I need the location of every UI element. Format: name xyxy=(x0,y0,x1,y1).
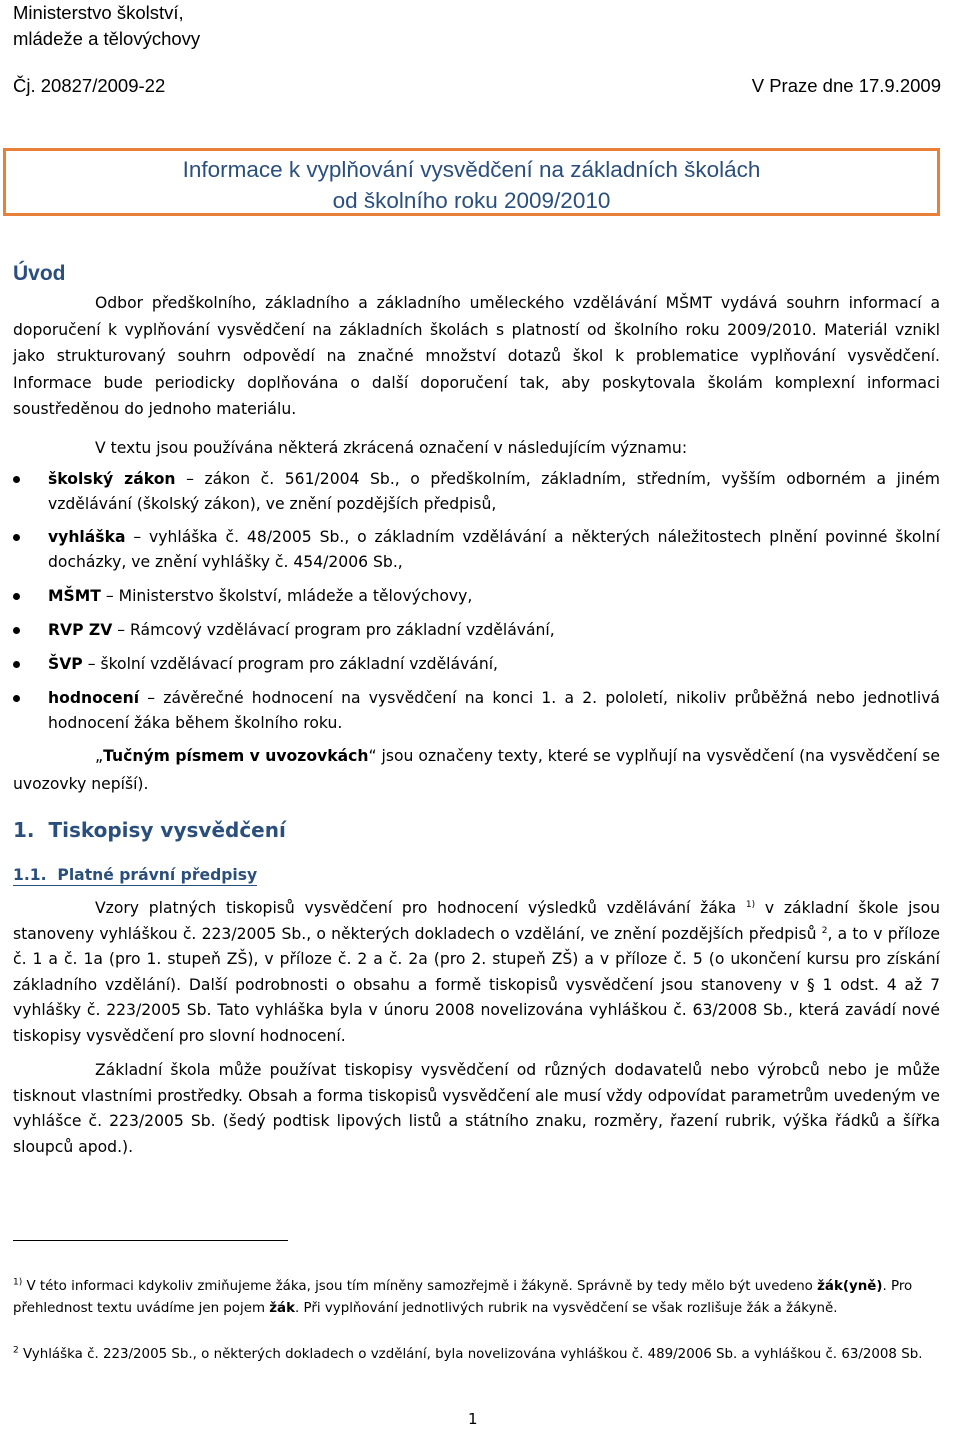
list-item: ŠVP – školní vzdělávací program pro základní vzdělávání, xyxy=(13,652,940,677)
footnote-marker: 1) xyxy=(13,1277,23,1288)
definition-rest: Ministerstvo školství, mládeže a tělovýchovy, xyxy=(118,587,473,605)
section-heading: 1. Tiskopisy vysvědčení xyxy=(13,818,286,842)
quote-note xyxy=(13,742,940,798)
term: školský zákon xyxy=(48,470,176,488)
abbreviations-list xyxy=(13,467,940,736)
footnote-text: Vyhláška č. 223/2005 Sb., o některých dokladech o vzdělání, byla novelizována vyhláškou č. 489/2006 Sb. a vyhláškou č. 63/2008 Sb. xyxy=(18,1347,923,1362)
definition-rest: , o předškolním, základním, středním, vyšším odborném a jiném vzdělávání (školský zákon), ve znění pozdějších předpisů, xyxy=(48,470,940,513)
abbreviations-intro: V textu jsou používána některá zkrácená označení v následujícím významu: xyxy=(95,439,688,457)
footnote-bold: žák(yně) xyxy=(817,1279,883,1294)
definition-rest: Rámcový vzdělávací program pro základní vzdělávání, xyxy=(130,621,555,639)
footnote-ref-1: 1) xyxy=(745,899,756,910)
footnote-divider xyxy=(13,1240,288,1241)
term: ŠVP xyxy=(48,655,83,673)
term: RVP ZV xyxy=(48,621,113,639)
definition-rest: , o základním vzdělávání a některých náležitostech plnění povinné školní docházky, ve znění vyhlášky č. 454/2006 Sb., xyxy=(48,528,940,571)
definition-rest: školní vzdělávací program pro základní vzdělávání, xyxy=(100,655,499,673)
reference-number: Čj. 20827/2009-22 xyxy=(13,75,166,96)
section-paragraph-1 xyxy=(13,896,940,1049)
footnote-2 xyxy=(13,1344,940,1366)
footnote-ref-2: 2 xyxy=(821,925,828,936)
quote-close: “ xyxy=(368,747,377,765)
document-date: V Praze dne 17.9.2009 xyxy=(751,75,941,96)
intro-paragraph: Odbor předškolního, základního a základního uměleckého vzdělávání MŠMT vydává souhrn informací a doporučení k vyplňování vysvědčení na základních školách s platností od školního roku 2009/2010. Materiál vznikl jako strukturovaný souhrn odpovědí na značné množství dotazů škol k problematice vyplňování vysvědčení. Informace bude periodicky doplňována o další doporučení tak, aby poskytovala školám komplexní informaci soustředěnou do jednoho materiálu. xyxy=(13,294,940,418)
quote-rest: jsou označeny texty, které se vyplňují na vysvědčení (na vysvědčení se uvozovky nepíší). xyxy=(13,747,940,793)
ministry-line-1: Ministerstvo školství, xyxy=(13,2,184,23)
list-item: RVP ZV – Rámcový vzdělávací program pro základní vzdělávání, xyxy=(13,618,940,643)
quote-bold: Tučným písmem v uvozovkách xyxy=(103,747,369,765)
ministry-name xyxy=(13,0,200,52)
title-line-2: od školního roku 2009/2010 xyxy=(332,188,611,213)
p2-part-a: Vzory platných tiskopisů vysvědčení pro hodnocení výsledků vzdělávání žáka xyxy=(95,899,746,917)
term: MŠMT xyxy=(48,587,101,605)
footnote-text: V této informaci kdykoliv zmiňujeme žáka, jsou tím míněny samozřejmě i žákyně. Správně by tedy mělo být uvedeno xyxy=(22,1279,818,1294)
title-box xyxy=(3,148,940,216)
subsection-heading: 1.1. Platné právní předpisy xyxy=(13,866,258,884)
term: hodnocení xyxy=(48,689,140,707)
definition-ref: zákon č. 561/2004 Sb. xyxy=(204,470,395,488)
quote-open: „ xyxy=(95,747,104,765)
list-item: vyhláška – vyhláška č. 48/2005 Sb., o základním vzdělávání a některých náležitostech plnění povinné školní docházky, ve znění vyhlášky č. 454/2006 Sb., xyxy=(13,525,940,575)
list-item: MŠMT – Ministerstvo školství, mládeže a tělovýchovy, xyxy=(13,584,940,609)
page-number: 1 xyxy=(468,1410,478,1428)
section-paragraph-2: Základní škola může používat tiskopisy vysvědčení od různých dodavatelů nebo výrobců nebo je může tisknout vlastními prostředky. Obsah a forma tiskopisů vysvědčení ale musí vždy odpovídat parametrům uvedeným ve vyhlášce č. 223/2005 Sb. (šedý podtisk lipových listů a státního znaku, rozměry, řazení rubrik, výška řádků a šířka sloupců apod.). xyxy=(13,1061,940,1156)
footnote-marker: 2 xyxy=(13,1345,19,1356)
list-item: školský zákon – zákon č. 561/2004 Sb., o předškolním, základním, středním, vyšším odborném a jiném vzdělávání (školský zákon), ve znění pozdějších předpisů, xyxy=(13,467,940,517)
ministry-line-2: mládeže a tělovýchovy xyxy=(13,28,201,49)
title-line-1: Informace k vyplňování vysvědčení na základních školách xyxy=(182,157,761,182)
p2-part-b: v základní škole jsou stanoveny vyhláškou č. 223/2005 Sb., o některých dokladech o vzdělání, ve znění pozdějších předpisů xyxy=(13,899,940,943)
intro-heading: Úvod xyxy=(13,262,66,285)
list-item: hodnocení – závěrečné hodnocení na vysvědčení na konci 1. a 2. pololetí, nikoliv průběžná nebo jednotlivá hodnocení žáka během školního roku. xyxy=(13,686,940,736)
p2-part-c: , a to v příloze č. 1 a č. 1a (pro 1. stupeň ZŠ), v příloze č. 2 a č. 2a (pro 2. stupeň ZŠ) a v příloze č. 5 (o ukončení kursu pro získání základního vzdělání). Další podrobnosti o obsahu a formě tiskopisů vysvědčení jsou stanoveny v § 1 odst. 4 až 7 vyhlášky č. 223/2005 Sb. Tato vyhláška byla v únoru 2008 novelizována vyhláškou č. 63/2008 Sb., která zavádí nové tiskopisy vysvědčení pro slovní hodnocení. xyxy=(13,924,940,1045)
definition-rest: závěrečné hodnocení na vysvědčení na konci 1. a 2. pololetí, nikoliv průběžná nebo jednotlivá hodnocení žáka během školního roku. xyxy=(48,689,940,732)
term: vyhláška xyxy=(48,528,126,546)
footnote-text: . Při vyplňování jednotlivých rubrik na vysvědčení se však rozlišuje žák a žákyně. xyxy=(295,1301,838,1316)
footnote-text: . Pro přehlednost textu uvádíme jen pojem xyxy=(13,1279,913,1316)
definition-ref: vyhláška č. 48/2005 Sb. xyxy=(149,528,345,546)
footnote-bold: žák xyxy=(269,1301,296,1316)
footnote-1 xyxy=(13,1276,940,1320)
